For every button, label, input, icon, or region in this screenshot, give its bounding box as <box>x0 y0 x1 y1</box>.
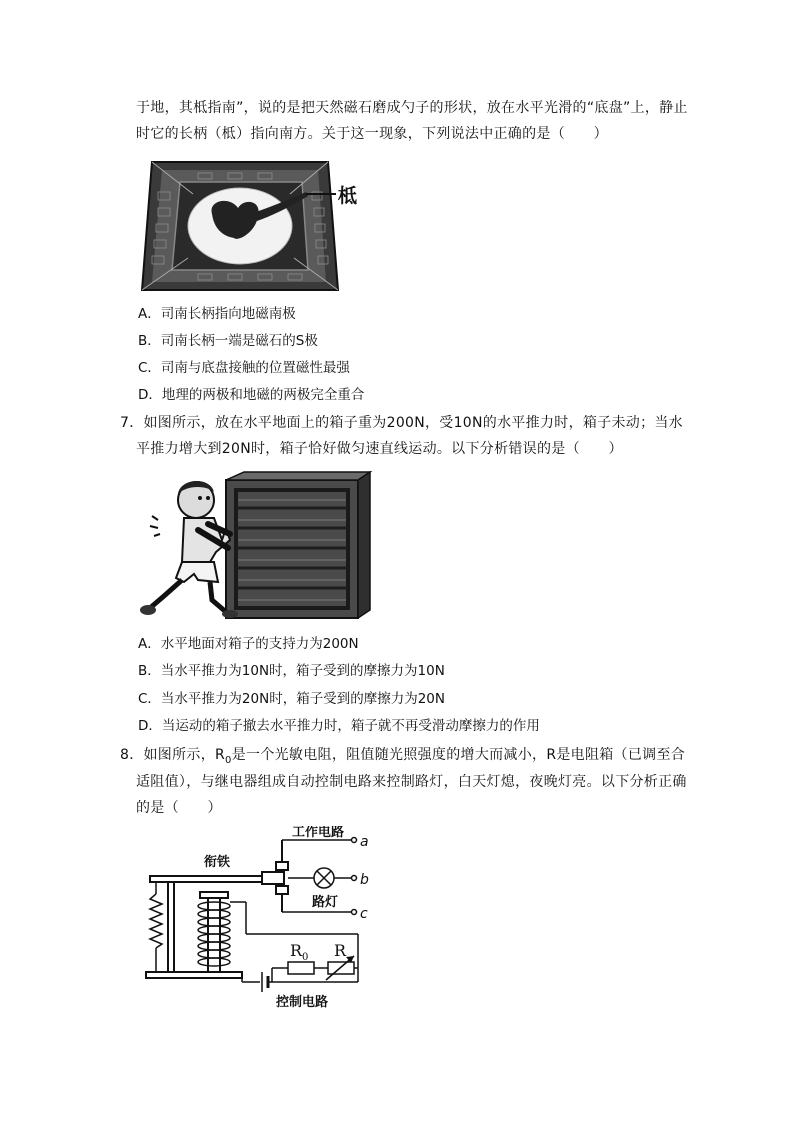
q8-stem-line-1 <box>120 745 685 771</box>
q8-stem-line-2: 适阻值），与继电器组成自动控制电路来控制路灯，白天灯熄，夜晚灯亮。以下分析正确 <box>136 774 687 790</box>
q8-stem-text: 是一个光敏电阻，阻值随光照强度的增大而减小，R是电阻箱（已调至合 <box>231 747 686 763</box>
q8-stem-line-3: 的是（ ） <box>136 800 222 816</box>
q8-r0-symbol: $R_0$ <box>215 747 232 766</box>
q6-option-b: B．司南长柄一端是磁石的S极 <box>138 333 318 349</box>
q7-option-c: C．当水平推力为20N时，箱子受到的摩擦力为20N <box>138 691 445 707</box>
armature-label: 衔铁 <box>204 855 231 870</box>
control-circuit-label: 控制电路 <box>276 995 329 1010</box>
q6-option-c: C．司南与底盘接触的位置磁性最强 <box>138 360 350 376</box>
push-box-figure <box>138 470 378 622</box>
terminal-b-label: b <box>360 872 369 888</box>
relay-circuit-drawing <box>142 826 392 1016</box>
terminal-a-label: a <box>360 834 369 850</box>
q7-option-d: D．当运动的箱子撤去水平推力时，箱子就不再受滑动摩擦力的作用 <box>138 718 540 734</box>
q8-number: 8．如图所示， <box>120 747 216 763</box>
sinan-drawing <box>138 152 368 294</box>
q6-option-d: D．地理的两极和地磁的两极完全重合 <box>138 387 365 403</box>
r0-label: $R_0$ <box>290 941 309 963</box>
sinan-figure <box>138 152 368 294</box>
q7-option-b: B．当水平推力为10N时，箱子受到的摩擦力为10N <box>138 663 445 679</box>
sinan-handle-label: 柢 <box>338 185 358 207</box>
q7-stem-line-2: 平推力增大到20N时，箱子恰好做匀速直线运动。以下分析错误的是（ ） <box>136 441 623 457</box>
r-label: R <box>334 941 347 960</box>
q6-intro-line-2: 时它的长柄（柢）指向南方。关于这一现象，下列说法中正确的是（ ） <box>136 126 608 142</box>
relay-circuit-figure <box>142 826 392 1016</box>
q7-stem-line-1: 7．如图所示，放在水平地面上的箱子重为200N，受10N的水平推力时，箱子未动；当水 <box>120 415 683 431</box>
terminal-c-label: c <box>360 906 368 922</box>
q7-option-a: A．水平地面对箱子的支持力为200N <box>138 636 359 652</box>
work-circuit-label: 工作电路 <box>292 826 345 840</box>
lamp-label: 路灯 <box>312 895 339 910</box>
push-box-drawing <box>138 470 378 622</box>
q6-option-a: A．司南长柄指向地磁南极 <box>138 306 296 322</box>
q6-intro-line-1: 于地，其柢指南”，说的是把天然磁石磨成勺子的形状，放在水平光滑的“底盘”上，静止 <box>136 100 688 116</box>
